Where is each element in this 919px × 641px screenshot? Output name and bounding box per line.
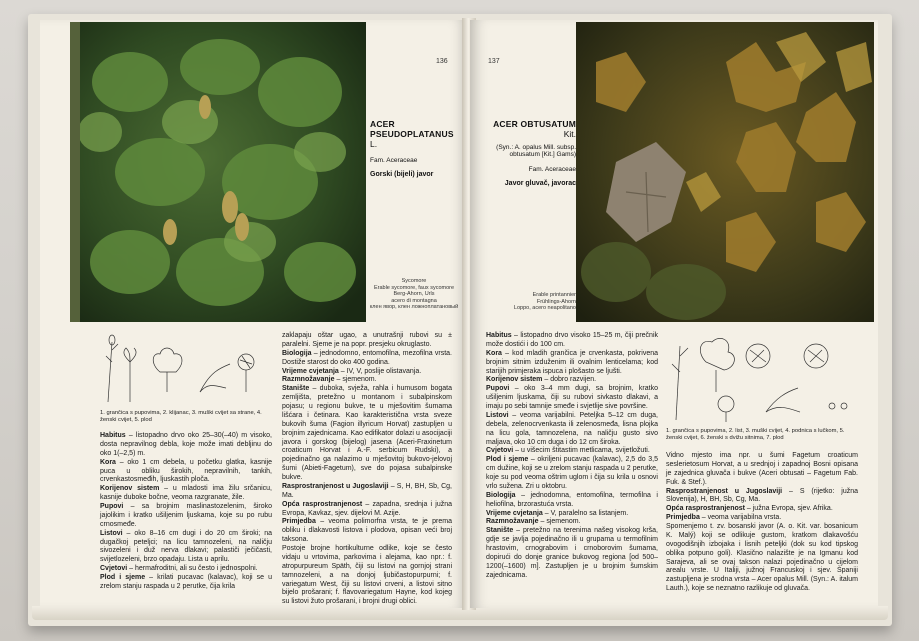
paragraph-text: – jednodomno, entomofilna, mezofilna vrsta. Dostiže starost do oko 400 godina. (282, 349, 452, 366)
paragraph-text: zaklapaju oštar ugao, a unutrašnji rubovi su ± paralelni. Sjeme je na popr. presjeku okruglasto. (282, 332, 452, 348)
common-name: Javor gluvač, javorac (504, 179, 576, 187)
text-paragraph (282, 376, 452, 385)
vernacular-names (368, 278, 460, 311)
species-header (370, 120, 465, 179)
vernacular-name: Frühlings-Ahorn (536, 298, 576, 305)
text-paragraph (666, 523, 858, 594)
text-paragraph (100, 459, 272, 486)
text-paragraph (486, 456, 658, 492)
paragraph-term: Stanište (486, 527, 514, 535)
paragraph-term: Razmnožavanje (282, 376, 335, 384)
paragraph-term: Listovi (486, 411, 509, 419)
paragraph-term: Rasprostranjenost u Jugoslaviji (666, 487, 783, 495)
vernacular-name: Sycomore (401, 278, 427, 284)
paragraph-text: – pretežno na terenima našeg visokog krša, gdje se javlja pojedinačno ili u grupama u termofilnim hrastovim, crnograbovim i crnoborovim šumama, dopirući do donje granice bukovog regiona [od 500–1200(–1600) m]. Zastupljen je u brojnim šumskim zajednicama. (486, 527, 658, 579)
species-header (488, 120, 576, 188)
text-paragraph (100, 432, 272, 459)
text-paragraph (666, 514, 858, 523)
vernacular-name: Erable printannier (532, 292, 576, 298)
text-paragraph (282, 518, 452, 545)
species-synonym: (Syn.: A. opalus Mill. subsp. obtusatum [Kit.] Gams) (496, 143, 576, 158)
paragraph-term: Cvjetovi (486, 447, 514, 455)
paragraph-text: – listopadno drvo oko 25–30(–40) m visoko, dosta nepravilnog debla, koje može imati debljinu do oko 1(–2,5) m. (100, 432, 272, 457)
page-number: 136 (436, 58, 448, 65)
text-paragraph (486, 492, 658, 510)
text-paragraph (666, 505, 858, 514)
paragraph-text: – S, H, BH, Sb, Cg, Ma. (282, 482, 452, 499)
text-paragraph (486, 447, 658, 456)
paragraph-term: Razmnožavanje (486, 518, 539, 526)
paragraph-term: Habitus (100, 432, 126, 439)
text-paragraph (100, 530, 272, 566)
vernacular-name: клен явор, клен ложноплатановый (369, 304, 459, 311)
text-paragraph (666, 452, 858, 488)
botanical-illustration (666, 332, 856, 424)
text-paragraph (486, 385, 658, 412)
species-name: ACER OBTUSATUM (493, 119, 576, 129)
paragraph-text: – oko 3–4 mm dugi, sa brojnim, kratko ušiljenim ljuskama, čiji su rubovi sivkasto dlakavi, a imaju po sebi tamnije smeđe i svjetlije sive površine. (486, 385, 658, 410)
paragraph-term: Pupovi (486, 385, 510, 393)
text-paragraph (486, 332, 658, 350)
text-paragraph (282, 332, 452, 350)
text-paragraph (282, 545, 452, 607)
paragraph-text: – oko 1 cm debela, u početku glatka, kasnije puca u obliku širokih, nepravilnih, tankih, crvenkastosmeđih, ljuskastih ploča. (100, 458, 272, 484)
italian-maple-photo (576, 22, 874, 322)
paragraph-term: Kora (486, 349, 502, 357)
left-page (40, 20, 468, 608)
paragraph-text: – hermafroditni, ali su često i jednospolni. (127, 565, 258, 573)
paragraph-text: – veoma varijabilni. Peteljka 5–12 cm duga, debela, zelenocrvenkasta ili zelenosmeđa, lisna plojka na licu gola, tamnozelena, na naličju gusto sivo maljava, oko 10 cm duga i do 12 cm široka. (486, 411, 658, 446)
illustration-caption: 1. grančica s pupovima, 2. klijanac, 3. muški cvijet sa strane, 4. ženski cvijet, 5. plod (100, 410, 262, 424)
paragraph-term: Vrijeme cvjetanja (486, 509, 543, 517)
text-paragraph (486, 412, 658, 448)
paragraph-term: Rasprostranjenost u Jugoslaviji (282, 482, 389, 490)
paragraph-term: Primjedba (282, 518, 316, 526)
paragraph-text: – duboka, svježa, rahla i humusom bogata zemljišta, pretežno u montanom i subalpinskom pojasu; u regionu bukve, te u mješovitim šumama lišćara i četinara. Kao karakteristična vrsta sveze bukovih šuma (Fagion illyricum Horvat) zastupljen u brojnim zajednicama. Kao edifikator dolazi u asocijaciji javora i gorskog (bijelog) jasena (Aceri-Fraxinetum croaticum Horvat i A.-F. serbicum Rudski), a pojedinačno ga nalazimo u mješovitoj bukovo-jelovoj šumi (Abieti-Fagetum), sve do pojasa subalpinske bukve. (282, 385, 452, 481)
page-number: 137 (488, 58, 500, 65)
paragraph-text: Spomenjemo t. zv. bosanski javor (A. o. Kit. var. bosanicum K. Malý) koji se odlikuje gustom, kratkom dlakavošću ovogodišnjih izbojaka i lisnih peteljki (dok su kod tipskog oblika potpuno goli). Klasično nalazište je na Igmanu kod Sarajeva, ali se ovaj takson nalazi pojedinačno u cijelom arealu vrste. U Italiji, južnoj Francuskoj i sjev. Španiji zastupljena je srodna vrsta – Acer opalus Mill. (Syn.: A. italum Lauth.), koje se neznatno razlikuje od gluvača. (666, 523, 858, 593)
text-paragraph (282, 368, 452, 377)
paragraph-term: Listovi (100, 529, 123, 537)
paragraph-text: – sjemenom. (538, 518, 581, 526)
paragraph-text: – IV, V, poslije olistavanja. (338, 367, 422, 375)
paragraph-term: Habitus (486, 332, 512, 339)
paragraph-term: Opća rasprostranjenost (666, 505, 745, 513)
text-paragraph (282, 501, 452, 519)
paragraph-text: – S (rijetko: južna Slovenija), H, BH, Sb, Cg, Ma. (666, 487, 858, 504)
paragraph-term: Stanište (282, 385, 310, 393)
vernacular-name: acero di montagna (391, 297, 437, 304)
family-name: Fam. Aceraceae (528, 166, 576, 174)
paragraph-term: Plod i sjeme (486, 456, 529, 464)
paragraph-text: – južna Evropa, sjev. Afrika. (744, 505, 833, 513)
paragraph-term: Cvjetovi (100, 565, 128, 573)
paragraph-text: – listopadno drvo visoko 15–25 m, čiji prečnik može dostići i do 100 cm. (486, 332, 658, 348)
text-column-1 (100, 432, 272, 592)
text-paragraph (100, 503, 272, 530)
paragraph-text: Postoje brojne hortikulturne odlike, koje se često vidaju u vrtovima, parkovima i alejama, kao npr.: f. atropurpureum Späth, čiji su listovi na gornjoj strani tamnozeleni, a na donjoj ljubičastopurpurni; f. variegatum West, čiji su listovi crveni, a listovi sitno bijelo prošarani; f. flavovariegatum Hayne, kod kojeg su listovi žuto prošarani, i brojni drugi oblici. (282, 545, 452, 606)
text-paragraph (100, 565, 272, 574)
paragraph-text: – dobro razvijen. (542, 376, 597, 384)
text-paragraph (100, 485, 272, 503)
paragraph-term: Primjedba (666, 514, 700, 522)
illustration-caption: 1. grančica s pupovima, 2. list, 3. muški cvijet, 4. podnica s lučkom, 5. ženski cvijet, 6. ženski s dvižu sitnima, 7. plod (666, 428, 845, 442)
species-author: Kit. (563, 128, 576, 139)
paragraph-text: – krilati pucavac (kalavac), koji se u zrelom stanju raspada u 2 perutke, čija krila (100, 574, 272, 590)
paragraph-text: – zapadna, srednja i južna Evropa, Kavkaz, sjev. dijelovi M. Azije. (282, 500, 453, 517)
paragraph-text: – veoma polimorfna vrsta, te je prema obliku i dlakavosti listova i plodova, opisan veći broj taksona. (282, 518, 452, 544)
book-page-edges (32, 606, 888, 620)
vernacular-name: Erable sycomore, faux sycomore (373, 284, 455, 291)
sycamore-maple-photo (70, 22, 366, 322)
paragraph-term: Kora (100, 458, 116, 466)
right-page (470, 20, 878, 608)
text-paragraph (282, 385, 452, 483)
paragraph-term: Biologija (282, 349, 312, 357)
paragraph-text: – u višecim štitastim metlicama, svijetložuti. (513, 447, 650, 455)
paragraph-term: Pupovi (100, 503, 124, 510)
paragraph-text: – okriljeni pucavac (kalavac), 2,5 do 3,5 cm dužine, koji se u zrelom stanju raspada u 2 perutke, koje su pod veoma oštrim uglom i čija su krila u osnovi vrlo sužena. Zri u oktobru. (486, 456, 658, 490)
text-column-2 (282, 332, 452, 607)
text-paragraph (486, 527, 658, 580)
family-name: Fam. Aceraceae (370, 157, 418, 165)
paragraph-text: – veoma varijabilna vrsta. (699, 514, 782, 522)
paragraph-text: Vidno mjesto ima npr. u šumi Fagetum croaticum seslerietosum Horvat, a u srednjoj i zapadnoj Bosni opisana je zajednica gluvača i bukve (Aceri obtusati – Fagetum Fab. Fuk. & Stef.). (666, 452, 858, 486)
paragraph-text: – sjemenom. (334, 376, 377, 384)
text-column-1 (486, 332, 658, 581)
paragraph-text: – kod mladih grančica je crvenkasta, pokrivena brojnim sitnim izduženim ili ovalnim lenticelama; kod starijih primjeraka ispuca i plošasto se ljušti. (486, 349, 658, 375)
botanical-illustration (100, 332, 260, 406)
paragraph-text: – sa brojnim maslinastozelenim, široko jajolikim i kratko ušiljenim ljuskama, koje su po rubu crnosmeđe. (100, 503, 272, 528)
text-paragraph (486, 518, 658, 527)
vernacular-name: Berg-Ahorn, Urls (393, 291, 435, 298)
text-paragraph (100, 574, 272, 592)
paragraph-term: Korijenov sistem (486, 376, 543, 384)
text-paragraph (486, 350, 658, 377)
paragraph-term: Biologija (486, 491, 516, 499)
text-paragraph (486, 510, 658, 519)
vernacular-name: Loppo, acero neapolitano (513, 305, 576, 312)
paragraph-term: Plod i sjeme (100, 574, 146, 581)
text-paragraph (282, 483, 452, 501)
text-column-2 (666, 452, 858, 594)
species-author: L. (370, 138, 378, 149)
paragraph-term: Opća rasprostranjenost (282, 500, 363, 508)
paragraph-text: – oko 8–16 cm dugi i do 20 cm široki; na dugačkoj peteljci; na licu tamnozeleni, na naličju sivozeleni i duž nerva dlakavi; palastiči ječičasti, svijetlozeleni, brzo opadaju. Lista u aprilu. (100, 529, 272, 564)
paragraph-term: Korijenov sistem (100, 485, 160, 493)
text-paragraph (282, 350, 452, 368)
paragraph-text: – jednodomna, entomofilna, termofilna i heliofilna, brzorastuća vrsta. (486, 491, 658, 508)
paragraph-text: – V, paralelno sa listanjem. (542, 509, 629, 517)
common-name: Gorski (bijeli) javor (370, 170, 434, 178)
species-name: ACER PSEUDOPLATANUS (370, 119, 454, 139)
paragraph-term: Vrijeme cvjetanja (282, 367, 339, 375)
vernacular-names (500, 292, 576, 312)
text-paragraph (666, 488, 858, 506)
text-paragraph (486, 376, 658, 385)
paragraph-text: – u mladosti ima žilu srčanicu, kasnije duboke bočne, veoma razgranate, žile. (100, 485, 272, 502)
